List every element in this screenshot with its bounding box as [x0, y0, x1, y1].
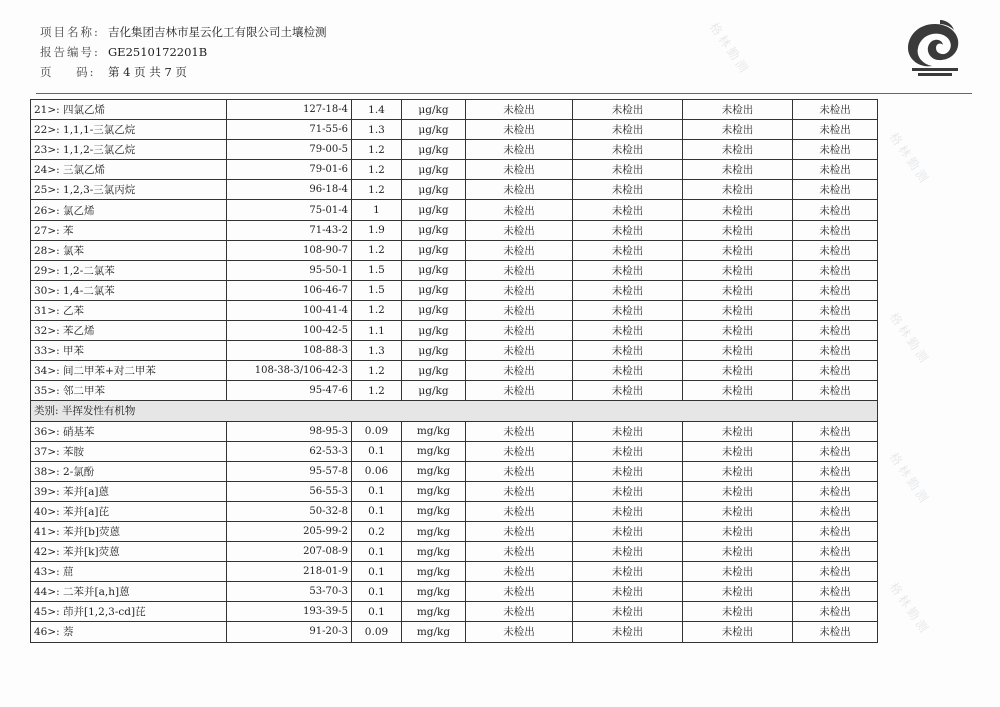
cas-number: 98-95-3 — [227, 421, 352, 441]
table-row — [31, 180, 878, 200]
unit: mg/kg — [402, 582, 466, 602]
result-value: 未检出 — [793, 582, 878, 602]
detection-limit: 0.1 — [352, 582, 402, 602]
watermark-text: 格林勤测 — [886, 130, 933, 188]
result-value: 未检出 — [683, 501, 793, 521]
detection-limit: 0.09 — [352, 622, 402, 642]
cas-number: 95-47-6 — [227, 381, 352, 401]
result-value: 未检出 — [793, 160, 878, 180]
cas-number: 100-41-4 — [227, 300, 352, 320]
cas-number: 106-46-7 — [227, 280, 352, 300]
result-value: 未检出 — [683, 542, 793, 562]
analyte-name: 27>: 苯 — [31, 220, 227, 240]
result-value: 未检出 — [573, 220, 683, 240]
cas-number: 100-42-5 — [227, 321, 352, 341]
results-table — [30, 99, 878, 643]
result-value: 未检出 — [466, 582, 573, 602]
result-value: 未检出 — [683, 461, 793, 481]
detection-limit: 1.3 — [352, 120, 402, 140]
table-row — [31, 562, 878, 582]
result-value: 未检出 — [683, 140, 793, 160]
result-value: 未检出 — [573, 180, 683, 200]
unit: μg/kg — [402, 300, 466, 320]
analyte-name: 34>: 间二甲苯+对二甲苯 — [31, 361, 227, 381]
analyte-name: 45>: 茚并[1,2,3-cd]芘 — [31, 602, 227, 622]
unit: μg/kg — [402, 120, 466, 140]
table-row — [31, 220, 878, 240]
unit: mg/kg — [402, 521, 466, 541]
result-value: 未检出 — [573, 481, 683, 501]
analyte-name: 26>: 氯乙烯 — [31, 200, 227, 220]
detection-limit: 1.2 — [352, 180, 402, 200]
analyte-name: 22>: 1,1,1-三氯乙烷 — [31, 120, 227, 140]
result-value: 未检出 — [466, 200, 573, 220]
unit: mg/kg — [402, 441, 466, 461]
result-value: 未检出 — [683, 160, 793, 180]
result-value: 未检出 — [683, 321, 793, 341]
result-value: 未检出 — [573, 521, 683, 541]
table-row — [31, 461, 878, 481]
table-row — [31, 140, 878, 160]
result-value: 未检出 — [573, 120, 683, 140]
result-value: 未检出 — [683, 562, 793, 582]
analyte-name: 37>: 苯胺 — [31, 441, 227, 461]
result-value: 未检出 — [466, 180, 573, 200]
result-value: 未检出 — [466, 300, 573, 320]
analyte-name: 30>: 1,4-二氯苯 — [31, 280, 227, 300]
table-row — [31, 280, 878, 300]
result-value: 未检出 — [793, 461, 878, 481]
unit: μg/kg — [402, 240, 466, 260]
result-value: 未检出 — [683, 220, 793, 240]
table-row — [31, 501, 878, 521]
result-value: 未检出 — [793, 562, 878, 582]
detection-limit: 1.2 — [352, 300, 402, 320]
result-value: 未检出 — [573, 240, 683, 260]
result-value: 未检出 — [466, 521, 573, 541]
detection-limit: 1.2 — [352, 361, 402, 381]
result-value: 未检出 — [466, 501, 573, 521]
cas-number: 95-50-1 — [227, 260, 352, 280]
unit: mg/kg — [402, 602, 466, 622]
result-value: 未检出 — [793, 220, 878, 240]
result-value: 未检出 — [793, 341, 878, 361]
result-value: 未检出 — [683, 622, 793, 642]
unit: μg/kg — [402, 140, 466, 160]
result-value: 未检出 — [683, 441, 793, 461]
report-number-label: 报告编号: — [40, 45, 100, 59]
analyte-name: 44>: 二苯并[a,h]蒽 — [31, 582, 227, 602]
result-value: 未检出 — [793, 521, 878, 541]
result-value: 未检出 — [683, 200, 793, 220]
result-value: 未检出 — [793, 622, 878, 642]
analyte-name: 28>: 氯苯 — [31, 240, 227, 260]
category-label: 类别: 半挥发性有机物 — [31, 401, 878, 421]
detection-limit: 1.2 — [352, 381, 402, 401]
result-value: 未检出 — [683, 180, 793, 200]
table-row — [31, 120, 878, 140]
project-label: 项目名称: — [40, 25, 100, 39]
result-value: 未检出 — [683, 341, 793, 361]
table-row — [31, 200, 878, 220]
table-row — [31, 602, 878, 622]
result-value: 未检出 — [573, 260, 683, 280]
analyte-name: 21>: 四氯乙烯 — [31, 100, 227, 120]
unit: μg/kg — [402, 180, 466, 200]
result-value: 未检出 — [573, 582, 683, 602]
page-info: 第 4 页 共 7 页 — [108, 65, 187, 79]
result-value: 未检出 — [466, 481, 573, 501]
cas-number: 75-01-4 — [227, 200, 352, 220]
analyte-name: 35>: 邻二甲苯 — [31, 381, 227, 401]
cas-number: 205-99-2 — [227, 521, 352, 541]
result-value: 未检出 — [793, 180, 878, 200]
detection-limit: 1.1 — [352, 321, 402, 341]
analyte-name: 25>: 1,2,3-三氯丙烷 — [31, 180, 227, 200]
analyte-name: 38>: 2-氯酚 — [31, 461, 227, 481]
detection-limit: 1 — [352, 200, 402, 220]
table-row — [31, 622, 878, 642]
project-name: 吉化集团吉林市星云化工有限公司土壤检测 — [108, 25, 327, 39]
result-value: 未检出 — [793, 321, 878, 341]
result-value: 未检出 — [793, 280, 878, 300]
result-value: 未检出 — [793, 200, 878, 220]
cas-number: 50-32-8 — [227, 501, 352, 521]
detection-limit: 0.1 — [352, 441, 402, 461]
analyte-name: 24>: 三氯乙烯 — [31, 160, 227, 180]
detection-limit: 1.2 — [352, 140, 402, 160]
result-value: 未检出 — [793, 501, 878, 521]
table-row — [31, 361, 878, 381]
report-number: GE2510172201B — [108, 45, 208, 59]
analyte-name: 42>: 苯并[k]荧蒽 — [31, 542, 227, 562]
result-value: 未检出 — [466, 160, 573, 180]
result-value: 未检出 — [683, 260, 793, 280]
result-value: 未检出 — [683, 120, 793, 140]
unit: mg/kg — [402, 562, 466, 582]
cas-number: 96-18-4 — [227, 180, 352, 200]
table-row — [31, 521, 878, 541]
cas-number: 127-18-4 — [227, 100, 352, 120]
detection-limit: 0.1 — [352, 602, 402, 622]
unit: μg/kg — [402, 280, 466, 300]
cas-number: 79-00-5 — [227, 140, 352, 160]
unit: mg/kg — [402, 542, 466, 562]
cas-number: 62-53-3 — [227, 441, 352, 461]
cas-number: 53-70-3 — [227, 582, 352, 602]
result-value: 未检出 — [573, 341, 683, 361]
cas-number: 218-01-9 — [227, 562, 352, 582]
result-value: 未检出 — [793, 100, 878, 120]
detection-limit: 1.2 — [352, 240, 402, 260]
result-value: 未检出 — [466, 120, 573, 140]
watermark-text: 格林勤测 — [706, 20, 753, 78]
detection-limit: 1.4 — [352, 100, 402, 120]
result-value: 未检出 — [793, 481, 878, 501]
result-value: 未检出 — [573, 321, 683, 341]
result-value: 未检出 — [466, 542, 573, 562]
result-value: 未检出 — [573, 602, 683, 622]
analyte-name: 36>: 硝基苯 — [31, 421, 227, 441]
detection-limit: 0.1 — [352, 481, 402, 501]
result-value: 未检出 — [573, 300, 683, 320]
cas-number: 108-90-7 — [227, 240, 352, 260]
unit: μg/kg — [402, 100, 466, 120]
analyte-name: 40>: 苯并[a]芘 — [31, 501, 227, 521]
cas-number: 79-01-6 — [227, 160, 352, 180]
detection-limit: 0.09 — [352, 421, 402, 441]
unit: μg/kg — [402, 381, 466, 401]
result-value: 未检出 — [793, 361, 878, 381]
result-value: 未检出 — [573, 381, 683, 401]
cas-number: 71-43-2 — [227, 220, 352, 240]
unit: μg/kg — [402, 341, 466, 361]
detection-limit: 1.2 — [352, 160, 402, 180]
result-value: 未检出 — [793, 381, 878, 401]
watermark-text: 格林勤测 — [886, 310, 933, 368]
cas-number: 95-57-8 — [227, 461, 352, 481]
result-value: 未检出 — [573, 421, 683, 441]
result-value: 未检出 — [683, 361, 793, 381]
result-value: 未检出 — [793, 602, 878, 622]
result-value: 未检出 — [793, 240, 878, 260]
table-row — [31, 421, 878, 441]
header-divider — [36, 93, 972, 94]
result-value: 未检出 — [573, 280, 683, 300]
result-value: 未检出 — [573, 501, 683, 521]
result-value: 未检出 — [466, 381, 573, 401]
analyte-name: 46>: 萘 — [31, 622, 227, 642]
analyte-name: 41>: 苯并[b]荧蒽 — [31, 521, 227, 541]
table-row — [31, 542, 878, 562]
table-row — [31, 481, 878, 501]
analyte-name: 33>: 甲苯 — [31, 341, 227, 361]
analyte-name: 32>: 苯乙烯 — [31, 321, 227, 341]
result-value: 未检出 — [683, 240, 793, 260]
table-row — [31, 260, 878, 280]
watermark-text: 格林勤测 — [886, 450, 933, 508]
result-value: 未检出 — [466, 321, 573, 341]
unit: mg/kg — [402, 461, 466, 481]
cas-number: 193-39-5 — [227, 602, 352, 622]
result-value: 未检出 — [683, 300, 793, 320]
result-value: 未检出 — [793, 120, 878, 140]
result-value: 未检出 — [573, 542, 683, 562]
result-value: 未检出 — [466, 421, 573, 441]
result-value: 未检出 — [466, 341, 573, 361]
detection-limit: 0.1 — [352, 501, 402, 521]
analyte-name: 31>: 乙苯 — [31, 300, 227, 320]
page-label: 页 码: — [40, 65, 96, 79]
unit: μg/kg — [402, 160, 466, 180]
cas-number: 108-88-3 — [227, 341, 352, 361]
result-value: 未检出 — [793, 421, 878, 441]
table-row — [31, 100, 878, 120]
category-row — [31, 401, 878, 421]
watermark-text: 格林勤测 — [886, 580, 933, 638]
detection-limit: 1.9 — [352, 220, 402, 240]
table-row — [31, 381, 878, 401]
result-value: 未检出 — [683, 421, 793, 441]
result-value: 未检出 — [573, 160, 683, 180]
result-value: 未检出 — [793, 140, 878, 160]
unit: mg/kg — [402, 481, 466, 501]
unit: μg/kg — [402, 321, 466, 341]
table-row — [31, 441, 878, 461]
unit: mg/kg — [402, 421, 466, 441]
result-value: 未检出 — [466, 280, 573, 300]
result-value: 未检出 — [466, 220, 573, 240]
company-logo-icon — [900, 18, 970, 78]
detection-limit: 0.06 — [352, 461, 402, 481]
detection-limit: 0.2 — [352, 521, 402, 541]
result-value: 未检出 — [683, 521, 793, 541]
table-row — [31, 321, 878, 341]
result-value: 未检出 — [793, 260, 878, 280]
unit: μg/kg — [402, 361, 466, 381]
table-row — [31, 300, 878, 320]
result-value: 未检出 — [793, 542, 878, 562]
unit: mg/kg — [402, 501, 466, 521]
result-value: 未检出 — [466, 461, 573, 481]
cas-number: 108-38-3/106-42-3 — [227, 361, 352, 381]
cas-number: 91-20-3 — [227, 622, 352, 642]
table-row — [31, 240, 878, 260]
result-value: 未检出 — [466, 260, 573, 280]
result-value: 未检出 — [573, 622, 683, 642]
cas-number: 207-08-9 — [227, 542, 352, 562]
analyte-name: 29>: 1,2-二氯苯 — [31, 260, 227, 280]
result-value: 未检出 — [466, 361, 573, 381]
result-value: 未检出 — [466, 622, 573, 642]
result-value: 未检出 — [573, 441, 683, 461]
result-value: 未检出 — [683, 381, 793, 401]
result-value: 未检出 — [683, 280, 793, 300]
detection-limit: 1.3 — [352, 341, 402, 361]
result-value: 未检出 — [793, 300, 878, 320]
cas-number: 71-55-6 — [227, 120, 352, 140]
result-value: 未检出 — [466, 140, 573, 160]
result-value: 未检出 — [466, 562, 573, 582]
detection-limit: 0.1 — [352, 562, 402, 582]
result-value: 未检出 — [683, 100, 793, 120]
unit: mg/kg — [402, 622, 466, 642]
analyte-name: 43>: 䓛 — [31, 562, 227, 582]
result-value: 未检出 — [573, 461, 683, 481]
result-value: 未检出 — [466, 240, 573, 260]
result-value: 未检出 — [683, 602, 793, 622]
unit: μg/kg — [402, 260, 466, 280]
unit: μg/kg — [402, 220, 466, 240]
result-value: 未检出 — [573, 100, 683, 120]
table-row — [31, 582, 878, 602]
result-value: 未检出 — [573, 361, 683, 381]
detection-limit: 1.5 — [352, 260, 402, 280]
unit: μg/kg — [402, 200, 466, 220]
result-value: 未检出 — [573, 562, 683, 582]
cas-number: 56-55-3 — [227, 481, 352, 501]
table-row — [31, 160, 878, 180]
analyte-name: 39>: 苯并[a]蒽 — [31, 481, 227, 501]
result-value: 未检出 — [466, 441, 573, 461]
result-value: 未检出 — [466, 602, 573, 622]
detection-limit: 0.1 — [352, 542, 402, 562]
result-value: 未检出 — [683, 481, 793, 501]
result-value: 未检出 — [793, 441, 878, 461]
detection-limit: 1.5 — [352, 280, 402, 300]
result-value: 未检出 — [466, 100, 573, 120]
analyte-name: 23>: 1,1,2-三氯乙烷 — [31, 140, 227, 160]
table-row — [31, 341, 878, 361]
result-value: 未检出 — [683, 582, 793, 602]
result-value: 未检出 — [573, 140, 683, 160]
result-value: 未检出 — [573, 200, 683, 220]
report-header — [40, 22, 327, 82]
